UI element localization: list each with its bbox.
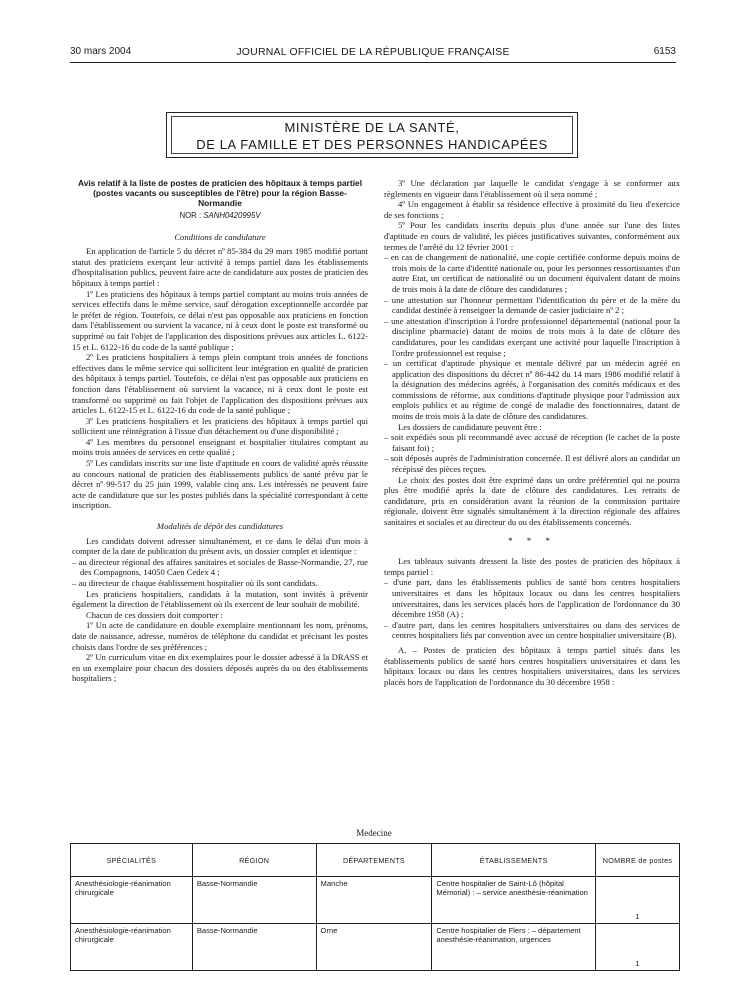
paragraph: 5º Les candidats inscrits sur une liste d'aptitude en cours de validité après réussite au concours national de praticien des établissements publics de santé prévu par le décret nº 99-517 du 25 juin 1999, valable cinq ans. Les intéressés ne peuvent faire acte de candidature que sur les postes publiés dans la spécialité correspondant à cette inscription. <box>72 458 368 511</box>
column-header-region: RÉGION <box>192 844 316 877</box>
table-row <box>71 924 680 971</box>
right-column <box>384 178 680 687</box>
column-header-etablissements: ÉTABLISSEMENTS <box>432 844 596 877</box>
paragraph: A. – Postes de praticien des hôpitaux à temps partiel situés dans les établissements publics de santé hors centres hospitaliers universitaires et dans les hôpitaux locaux ou dans les centres hospitaliers universitaires, dans les services placés hors de l'application de l'ordonnance du 30 décembre 1958 : <box>384 644 680 687</box>
nor-code: SANH0420995V <box>203 211 261 220</box>
header-page-number: 6153 <box>653 46 676 57</box>
cell-region: Basse-Normandie <box>192 924 316 971</box>
dash-item: – soit déposés auprès de l'administration concernée. Il est délivré alors au candidat un récépissé des pièces reçues. <box>384 453 680 475</box>
column-header-specialites: SPÉCIALITÉS <box>71 844 193 877</box>
nor-label: NOR : <box>179 211 202 220</box>
header-rule <box>70 62 676 63</box>
dash-item: – une attestation sur l'honneur permettant l'identification du père et de la mère du candidat destinée à renseigner la demande de casier judiciaire nº 2 ; <box>384 294 680 316</box>
nor-reference <box>72 211 368 222</box>
dash-item: – au directeur de chaque établissement hospitalier où ils sont candidats. <box>72 578 318 588</box>
dash-item: – d'une part, dans les établissements publics de santé hors centres hospitaliers universitaires et dans les hôpitaux locaux ou dans les centres hospitaliers universitaires, dans les services placés hors de l'application de l'ordonnance du 30 décembre 1958 (A) ; <box>384 577 680 620</box>
paragraph: 5º Pour les candidats inscrits depuis plus d'une année sur l'une des listes d'aptitude en cours de validité, les pièces justificatives suivantes, conformément aux termes de l'arrêté du 12 février 2001 : <box>384 220 680 252</box>
dash-item: – d'autre part, dans les centres hospitaliers universitaires ou dans des services de centres hospitaliers liés par convention avec un centre hospitalier universitaire (B). <box>384 619 680 641</box>
paragraph: Les dossiers de candidature peuvent être : <box>398 421 542 432</box>
paragraph: 2º Un curriculum vitae en dix exemplaires pour le dossier adressé à la DRASS et en un exemplaire pour chacun des dossiers déposés auprès du ou des établissements hospitaliers ; <box>72 652 368 684</box>
paragraph: Le choix des postes doit être exprimé dans un ordre préférentiel qui ne pourra plus être modifié après la date de clôture des candidatures. Les retraits de candidature, pris en considération avant la réunion de la commission paritaire régionale, doivent être signalés simultanément à la direction régionale des affaires sanitaires et sociales et au directeur du ou des établissements concernés. <box>384 474 680 527</box>
header-date: 30 mars 2004 <box>70 46 132 57</box>
cell-departement: Orne <box>316 924 432 971</box>
ministry-box-inner-frame <box>171 116 573 154</box>
paragraph: En application de l'article 5 du décret nº 85-384 du 29 mars 1985 modifié portant statut des praticiens exerçant leur activité à temps partiel dans les établissements d'hospitalisation publics, peuvent faire acte de candidature aux postes de praticien des hôpitaux à temps partiel : <box>72 246 368 288</box>
ministry-line-2: DE LA FAMILLE ET DES PERSONNES HANDICAPÉES <box>196 137 548 152</box>
ministry-line-1: MINISTÈRE DE LA SANTÉ, <box>284 120 460 135</box>
paragraph: Chacun de ces dossiers doit comporter : <box>86 609 223 620</box>
paragraph: 2º Les praticiens hospitaliers à temps plein comptant trois années de fonctions effectives dans le même service qui sollicitent leur intégration en qualité de praticien des hôpitaux à temps partiel. Toutefois, ce délai n'est pas opposable aux praticiens en fonction dans l'établissement où survient la vacance, ni à ceux dont le poste est transformé ou supprimé ou fait l'objet de l'application des dispositions prévues aux articles L. 6122-15 et L. 6122-16 du code de la santé publique ; <box>72 352 368 416</box>
page-header <box>70 46 676 60</box>
dash-item: – soit expédiés sous pli recommandé avec accusé de réception (le cachet de la poste faisant foi) ; <box>384 432 680 453</box>
paragraph: Les praticiens hospitaliers, candidats à la mutation, sont invités à prévenir également la direction de l'établissement où ils exercent de leur souhait de mobilité. <box>72 588 368 610</box>
avis-title: Avis relatif à la liste de postes de praticien des hôpitaux à temps partiel (postes vacants ou susceptibles de l'être) pour la région Basse-Normandie <box>77 178 363 208</box>
cell-etablissement: Centre hospitalier de Saint-Lô (hôpital Mémorial) : – service anesthésie-réanimation <box>432 877 596 924</box>
paragraph: Les tableaux suivants dressent la liste des postes de praticien des hôpitaux à temps partiel : <box>384 556 680 577</box>
dash-item: – un certificat d'aptitude physique et mentale délivré par un médecin agréé en application des dispositions du décret nº 86-442 du 14 mars 1986 modifié relatif à la désignation des médecins agréés, à l'organisation des comités médicaux et des commissions de réforme, aux conditions d'aptitude physique pour l'admission aux emplois publics et au régime de congé de maladie des fonctionnaires, datant de moins de trois mois à la date de clôture des candidatures. <box>384 358 680 422</box>
paragraph: 3º Les praticiens hospitaliers et les praticiens des hôpitaux à temps partiel qui sollicitent une réintégration à l'issue d'un détachement ou d'une disponibilité ; <box>72 415 368 437</box>
cell-etablissement: Centre hospitalier de Flers : – département anesthésie-réanimation, urgences <box>432 924 596 971</box>
ministry-box <box>166 112 578 158</box>
section-separator-stars: * * * <box>508 535 556 546</box>
cell-specialite: Anesthésiologie-réanimation chirurgicale <box>71 924 193 971</box>
dash-item: – au directeur régional des affaires sanitaires et sociales de Basse-Normandie, 27, rue des Compagnons, 14050 Caen Cedex 4 ; <box>72 556 368 578</box>
left-column <box>72 178 368 684</box>
cell-nombre-postes: 1 <box>596 924 680 971</box>
cell-region: Basse-Normandie <box>192 877 316 924</box>
paragraph: 1º Un acte de candidature en double exemplaire mentionnant les nom, prénoms, date de naissance, adresse, numéros de téléphone du candidat et précisant les postes choisis dans l'ordre de ses préférences ; <box>72 620 368 652</box>
section-heading-modalites: Modalités de dépôt des candidatures <box>156 521 284 532</box>
cell-departement: Manche <box>316 877 432 924</box>
column-header-departements: DÉPARTEMENTS <box>316 844 432 877</box>
dash-item: – une attestation d'inscription à l'ordre professionnel départemental (national pour la discipline pharmacie) datant de moins de trois mois à la date de clôture des candidatures, pour les candidats exerçant une activité pour laquelle l'inscription à l'ordre professionnel est requise ; <box>384 315 680 358</box>
table-row <box>71 877 680 924</box>
header-journal-title: JOURNAL OFFICIEL DE LA RÉPUBLIQUE FRANÇAISE <box>236 46 510 58</box>
table-caption: Medecine <box>356 828 392 838</box>
cell-nombre-postes: 1 <box>596 877 680 924</box>
paragraph: Les candidats doivent adresser simultanément, et ce dans le délai d'un mois à compter de la date de publication du présent avis, un dossier complet et identique : <box>72 535 368 557</box>
column-header-nombre-postes: NOMBRE de postes <box>596 844 680 877</box>
paragraph: 3º Une déclaration par laquelle le candidat s'engage à se conformer aux règlements en vigueur dans l'établissement où il sera nommé ; <box>384 178 680 199</box>
paragraph: 4º Les membres du personnel enseignant et hospitalier titulaires comptant au moins trois années de services en cette qualité ; <box>72 436 368 458</box>
paragraph: 1º Les praticiens des hôpitaux à temps partiel comptant au moins trois années de services effectifs dans le même service, sauf dérogation exceptionnelle accordée par le préfet de région. Toutefois, ce délai n'est pas opposable aux praticiens en fonction dans l'établissement ou survient la vacance, ni à ceux dont le poste est transformé ou supprimé ou fait l'objet de l'application des dispositions prévues aux articles L. 6122-15 et L. 6122-16 du code de la santé publique ; <box>72 288 368 352</box>
dash-item: – en cas de changement de nationalité, une copie certifiée conforme depuis moins de trois mois de la carte d'identité nationale ou, pour les personnes ressortissantes d'un autre Etat, un certificat de nationalité ou un document équivalent datant de moins de trois mois à la date de clôture des candidatures ; <box>384 252 680 294</box>
paragraph: 4º Un engagement à établir sa résidence effective à proximité du lieu d'exercice de ses fonctions ; <box>384 199 680 220</box>
postes-table <box>70 843 680 971</box>
table-header-row <box>71 844 680 877</box>
cell-specialite: Anesthésiologie-réanimation chirurgicale <box>71 877 193 924</box>
section-heading-conditions: Conditions de candidature <box>174 231 266 242</box>
